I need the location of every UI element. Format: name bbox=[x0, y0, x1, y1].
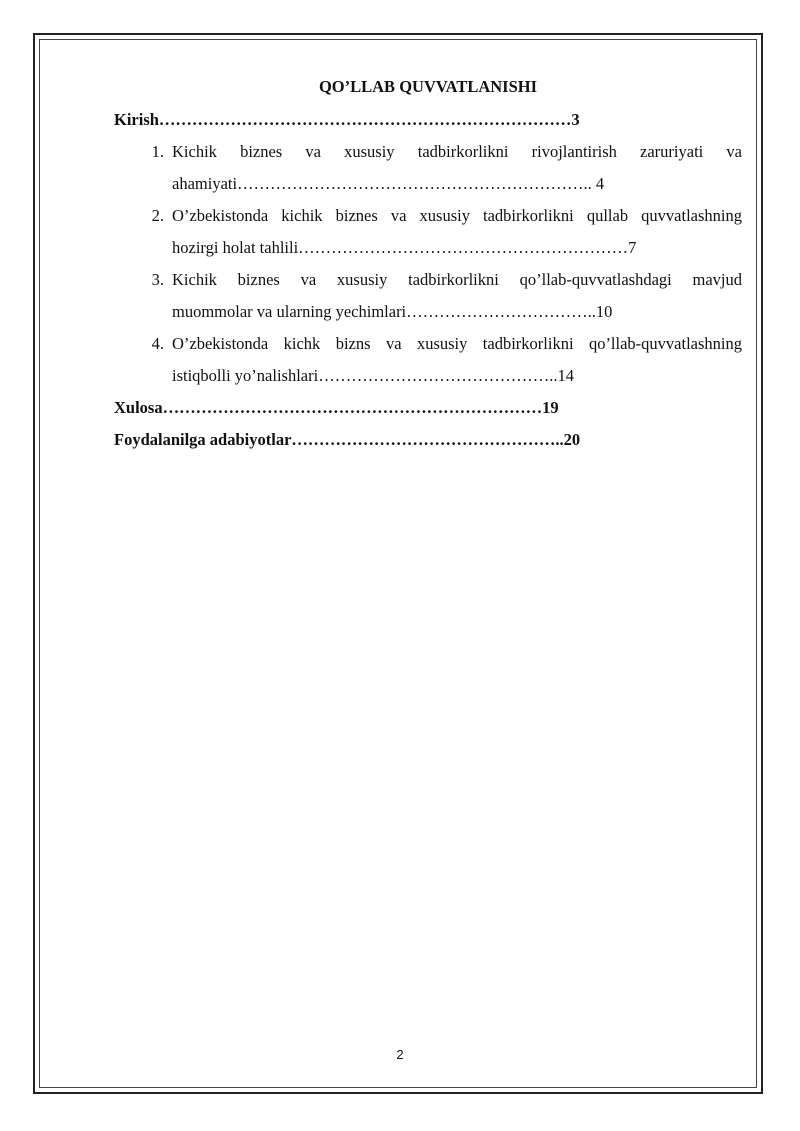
toc-item-number: 2. bbox=[151, 206, 164, 225]
toc-conclusion: Xulosa……………………………………………………………19 bbox=[114, 398, 559, 417]
toc-item-1 bbox=[114, 136, 742, 200]
document-title: QO’LLAB QUVVATLANISHI bbox=[318, 77, 538, 96]
toc-intro: Kirish…………………………………………………………………3 bbox=[114, 110, 580, 129]
toc-item-2 bbox=[114, 200, 742, 264]
toc-item-line2: muommolar va ularning yechimlari……………………………..10 bbox=[172, 302, 613, 321]
toc-item-line1: O’zbekistonda kichk bizns va xususiy tadbirkorlikni qo’llab-quvvatlashning bbox=[172, 334, 742, 353]
toc-item-number: 4. bbox=[151, 334, 164, 353]
table-of-contents bbox=[114, 74, 742, 456]
toc-item-number: 3. bbox=[151, 270, 164, 289]
page-number: 2 bbox=[396, 1047, 404, 1062]
toc-item-line2: ahamiyati……………………………………………………….. 4 bbox=[172, 174, 605, 193]
toc-item-number: 1. bbox=[151, 142, 164, 161]
toc-item-line1: O’zbekistonda kichik biznes va xususiy tadbirkorlikni qullab quvvatlashning bbox=[172, 206, 742, 225]
toc-item-line1: Kichik biznes va xususiy tadbirkorlikni rivojlantirish zaruriyati va bbox=[172, 142, 742, 161]
toc-item-line1: Kichik biznes va xususiy tadbirkorlikni qo’llab-quvvatlashdagi mavjud bbox=[172, 270, 742, 289]
toc-item-line2: istiqbolli yo’nalishlari……………………………………..14 bbox=[172, 366, 574, 385]
toc-references: Foydalanilga adabiyotlar…………………………………………..20 bbox=[114, 430, 581, 449]
toc-item-line2: hozirgi holat tahlili……………………………………………………7 bbox=[172, 238, 637, 257]
toc-item-4 bbox=[114, 328, 742, 392]
toc-item-3 bbox=[114, 264, 742, 328]
